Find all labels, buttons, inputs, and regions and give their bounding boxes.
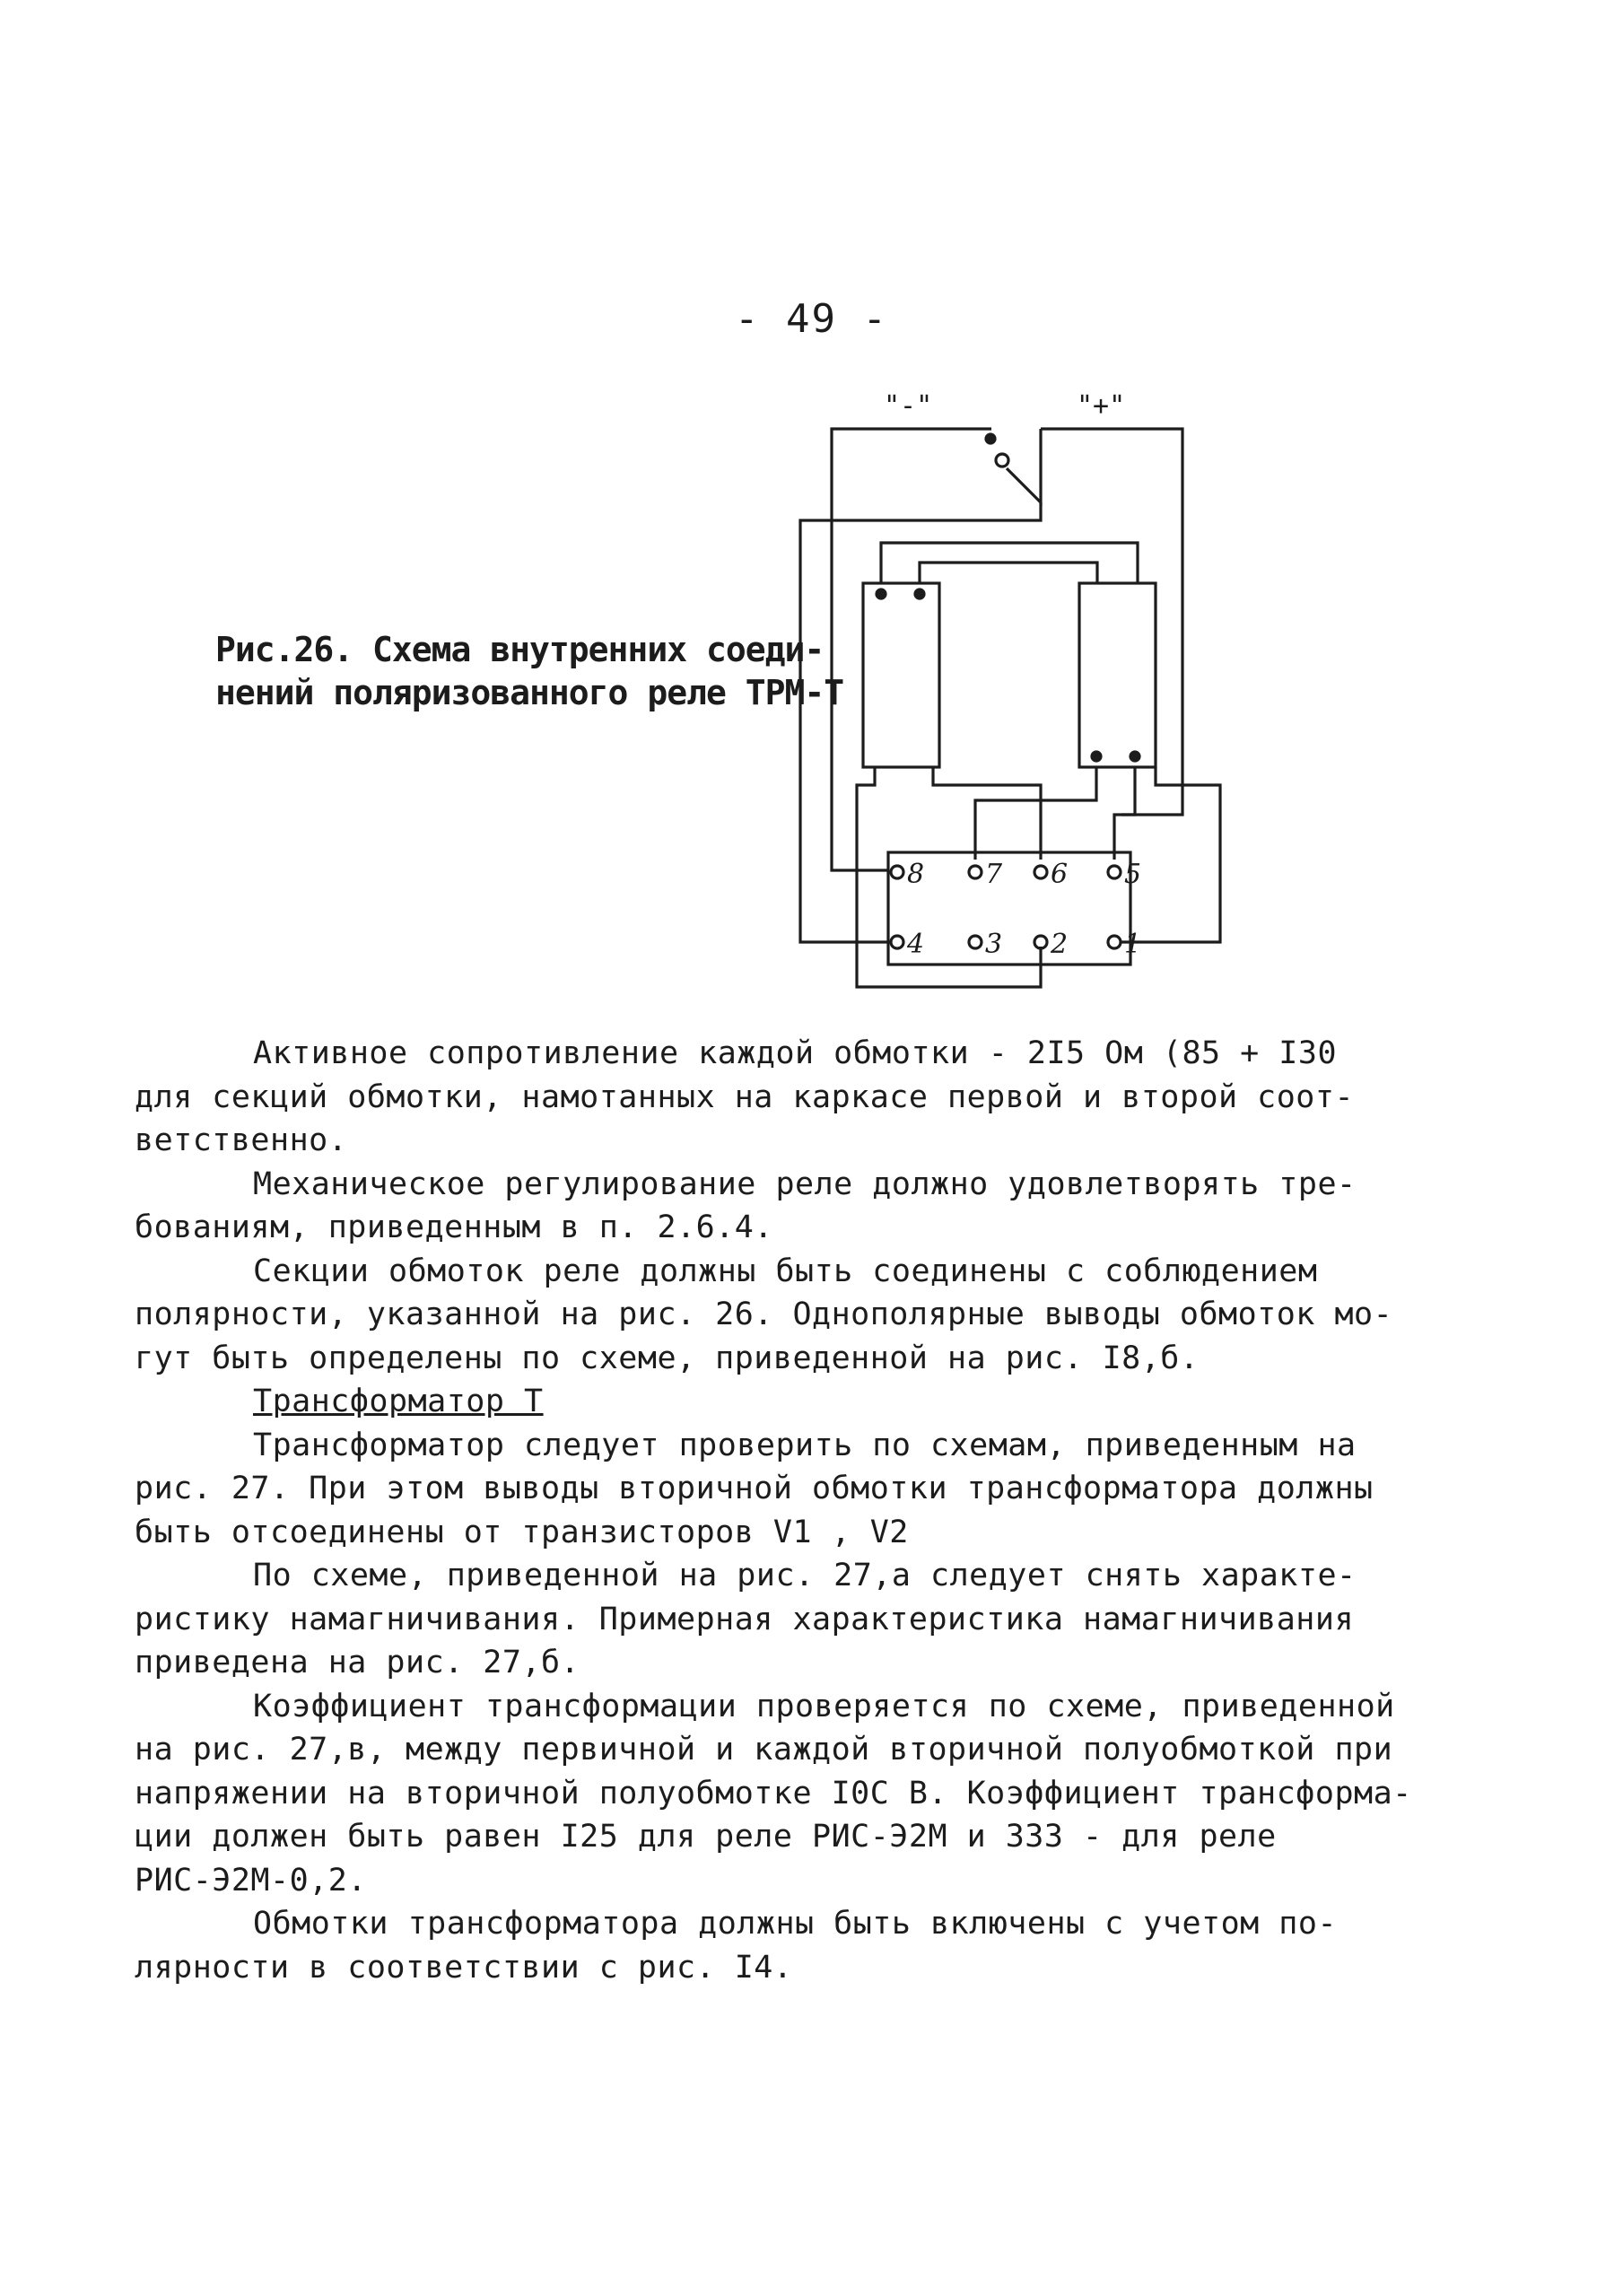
terminal-2 bbox=[1034, 936, 1047, 948]
switch-arm bbox=[1007, 429, 1041, 502]
caption-line-1: Рис.26. Схема внутренних соеди- bbox=[215, 630, 825, 669]
body-line: Трансформатор следует проверить по схемам, приведенным на bbox=[253, 1427, 1357, 1463]
coil-right-terminal-b bbox=[1130, 752, 1139, 761]
body-line: По схеме, приведенной на рис. 27,а следует снять характе- bbox=[253, 1558, 1357, 1593]
caption-line-2: нений поляризованного реле ТРМ-Т bbox=[215, 673, 844, 712]
body-line: Активное сопротивление каждой обмотки - 2I5 Ом (85 + I30 bbox=[253, 1035, 1338, 1071]
contact-fixed bbox=[986, 434, 995, 443]
terminal-label-4: 4 bbox=[907, 929, 925, 960]
body-line: приведена на рис. 27,б. bbox=[135, 1645, 580, 1681]
body-text bbox=[135, 1032, 1412, 1989]
polarity-plus-label: "+" bbox=[1077, 390, 1126, 422]
wire-coil-cross-2 bbox=[920, 563, 1097, 583]
wire-right-coil-to-5 bbox=[1114, 767, 1135, 860]
coil-right bbox=[1079, 583, 1156, 767]
terminal-7 bbox=[969, 866, 982, 878]
terminal-6 bbox=[1034, 866, 1047, 878]
body-line: напряжении на вторичной полуобмотке I0С В. Коэффициент трансформа- bbox=[135, 1775, 1412, 1811]
wire-right-coil-to-7 bbox=[975, 767, 1096, 860]
coil-left-terminal-b bbox=[915, 589, 924, 598]
body-line: Обмотки трансформатора должны быть включены с учетом по- bbox=[253, 1906, 1338, 1942]
body-line: для секций обмотки, намотанных на каркасе первой и второй соот- bbox=[135, 1078, 1355, 1115]
body-line: бованиям, приведенным в п. 2.6.4. bbox=[135, 1209, 773, 1245]
section-heading: Трансформатор Т bbox=[253, 1384, 544, 1419]
page-number: - 49 - bbox=[735, 296, 888, 342]
polarity-minus-label: "-" bbox=[884, 390, 933, 422]
contact-moving bbox=[996, 454, 1008, 467]
switch-lever bbox=[1041, 429, 1182, 815]
body-line: лярности в соответствии с рис. I4. bbox=[135, 1949, 793, 1986]
body-line: полярности, указанной на рис. 26. Однополярные выводы обмоток мо- bbox=[135, 1296, 1393, 1332]
terminal-8 bbox=[891, 866, 903, 878]
terminal-4 bbox=[891, 936, 903, 948]
terminal-label-6: 6 bbox=[1051, 859, 1069, 890]
body-line: гут быть определены по схеме, приведенной на рис. I8,б. bbox=[135, 1340, 1200, 1376]
body-line: ристику намагничивания. Примерная характеристика намагничивания bbox=[135, 1601, 1355, 1637]
coil-left bbox=[863, 583, 939, 767]
body-line: ции должен быть равен I25 для реле РИС-Э2М и 333 - для реле bbox=[135, 1819, 1277, 1855]
relay-wiring-diagram bbox=[781, 350, 1247, 1014]
body-line: РИС-Э2М-0,2. bbox=[135, 1862, 367, 1899]
figure-caption bbox=[215, 628, 844, 714]
body-line: Коэффициент трансформации проверяется по схеме, приведенной bbox=[253, 1688, 1395, 1724]
terminal-5 bbox=[1108, 866, 1121, 878]
body-line: Секции обмоток реле должны быть соединены с соблюдением bbox=[253, 1253, 1318, 1289]
terminal-label-3: 3 bbox=[985, 929, 1003, 960]
terminal-label-1: 1 bbox=[1124, 929, 1142, 960]
terminal-label-8: 8 bbox=[907, 859, 925, 890]
wire-left-coil-to-6 bbox=[933, 767, 1041, 860]
coil-right-terminal-a bbox=[1092, 752, 1101, 761]
terminal-label-5: 5 bbox=[1124, 859, 1142, 890]
body-line: на рис. 27,в, между первичной и каждой вторичной полуобмоткой при bbox=[135, 1732, 1393, 1768]
body-line: быть отсоединены от транзисторов V1 , V2 bbox=[135, 1514, 909, 1550]
terminal-1 bbox=[1108, 936, 1121, 948]
terminal-label-2: 2 bbox=[1051, 929, 1069, 960]
coil-left-terminal-a bbox=[877, 589, 886, 598]
terminal-3 bbox=[969, 936, 982, 948]
body-line: Механическое регулирование реле должно удовлетворять тре- bbox=[253, 1165, 1357, 1202]
body-line: ветственно. bbox=[135, 1122, 348, 1158]
terminal-label-7: 7 bbox=[985, 859, 1003, 890]
body-line: рис. 27. При этом выводы вторичной обмотки трансформатора должны bbox=[135, 1471, 1374, 1506]
terminal-block bbox=[888, 852, 1130, 965]
